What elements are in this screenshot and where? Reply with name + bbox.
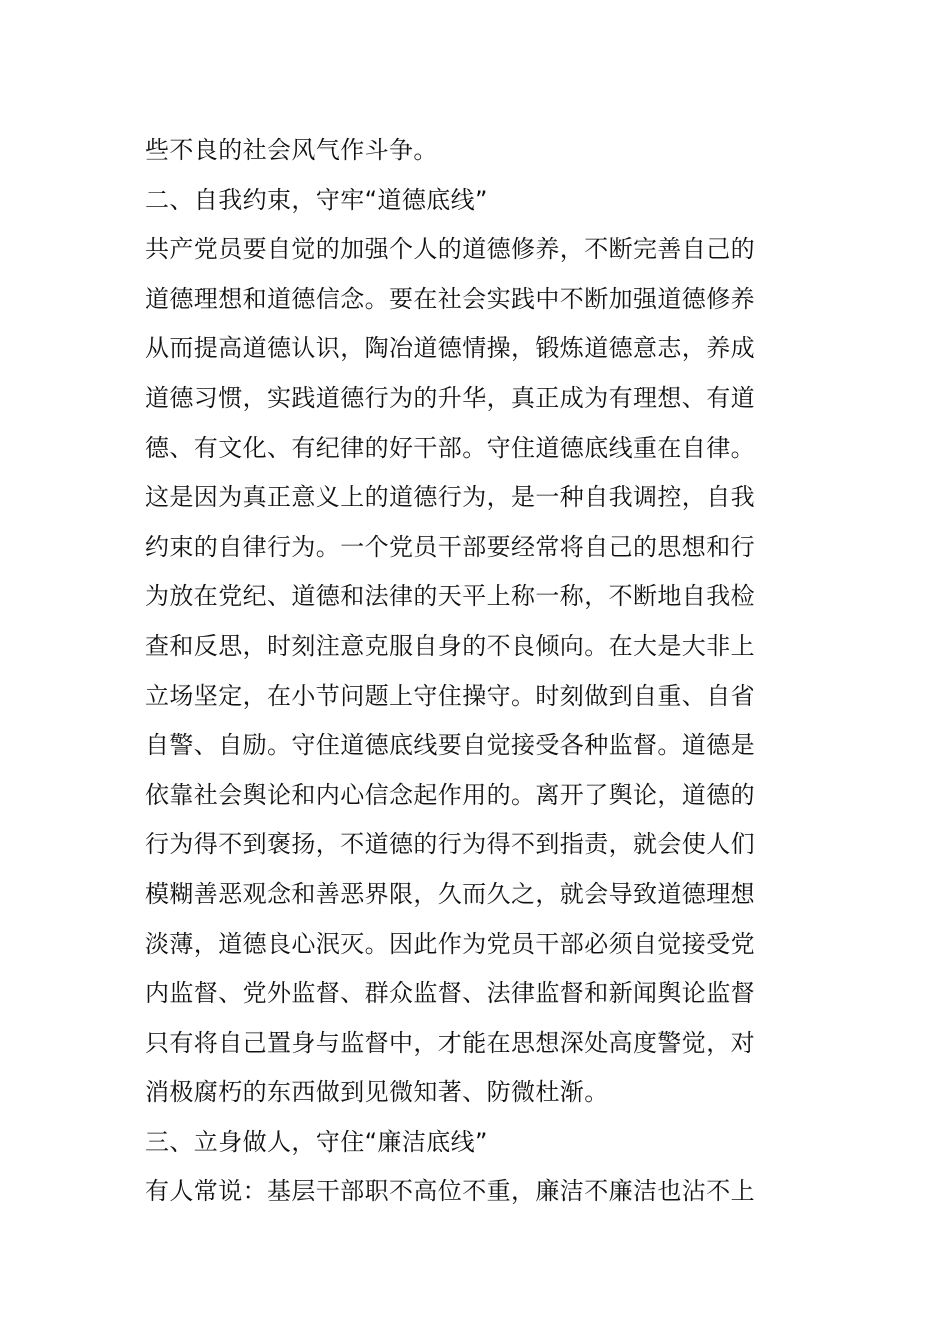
paragraph-line: 道德习惯，实践道德行为的升华，真正成为有理想、有道 [145,383,755,412]
paragraph-line: 有人常说：基层干部职不高位不重，廉洁不廉洁也沾不上 [145,1177,755,1206]
paragraph-line: 依靠社会舆论和内心信念起作用的。离开了舆论，道德的 [145,780,755,809]
section-heading: 三、立身做人，守住“廉洁底线” [145,1127,488,1156]
paragraph-line: 这是因为真正意义上的道德行为，是一种自我调控，自我 [145,483,755,512]
paragraph-line: 共产党员要自觉的加强个人的道德修养，不断完善自己的 [145,235,755,264]
paragraph-line: 立场坚定，在小节问题上守住操守。时刻做到自重、自省 [145,681,755,710]
paragraph-line: 行为得不到褒扬，不道德的行为得不到指责，就会使人们 [145,830,755,859]
paragraph-line: 只有将自己置身与监督中，才能在思想深处高度警觉，对 [145,1028,755,1057]
paragraph-line: 些不良的社会风气作斗争。 [145,136,438,164]
paragraph-line: 查和反思，时刻注意克服自身的不良倾向。在大是大非上 [145,631,755,660]
paragraph-line: 淡薄，道德良心泯灭。因此作为党员干部必须自觉接受党 [145,929,755,958]
section-heading: 二、自我约束，守牢“道德底线” [145,185,488,214]
paragraph-line: 消极腐朽的东西做到见微知著、防微杜渐。 [145,1078,609,1107]
paragraph-line: 从而提高道德认识，陶冶道德情操，锻炼道德意志，养成 [145,334,755,363]
paragraph-line: 德、有文化、有纪律的好干部。守住道德底线重在自律。 [145,433,755,462]
body-text [145,126,825,1217]
paragraph-line: 为放在党纪、道德和法律的天平上称一称，不断地自我检 [145,582,755,611]
paragraph-line: 内监督、党外监督、群众监督、法律监督和新闻舆论监督 [145,979,755,1008]
paragraph-line: 模糊善恶观念和善恶界限，久而久之，就会导致道德理想 [145,879,755,908]
paragraph-line: 约束的自律行为。一个党员干部要经常将自己的思想和行 [145,532,755,561]
paragraph-line: 道德理想和道德信念。要在社会实践中不断加强道德修养 [145,284,755,313]
paragraph-line: 自警、自励。守住道德底线要自觉接受各种监督。道德是 [145,731,755,760]
